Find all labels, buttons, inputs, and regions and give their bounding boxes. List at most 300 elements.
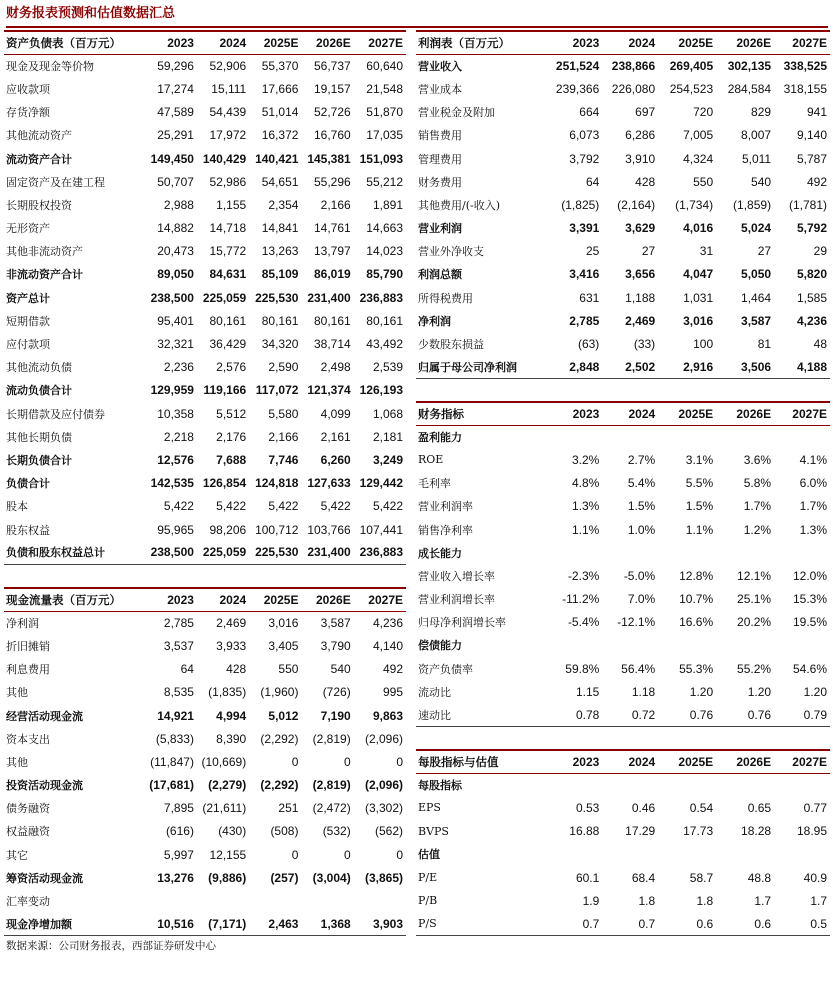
row-label: 销售净利率 (418, 523, 473, 537)
value-cell (544, 843, 602, 866)
row-label: 经营活动现金流 (6, 709, 83, 723)
value-cell: 52,906 (209, 59, 247, 74)
table-header-row (4, 588, 406, 611)
value-cell (544, 541, 602, 564)
table-row (416, 657, 830, 680)
table-row (416, 263, 830, 286)
row-label: 负债合计 (6, 477, 50, 491)
value-cell: 5,787 (796, 151, 827, 166)
table-row (416, 124, 830, 147)
value-cell: 5,422 (163, 499, 194, 514)
table-row (4, 774, 406, 797)
value-cell: 5,580 (268, 406, 299, 421)
value-cell: 225,530 (249, 541, 301, 564)
value-cell: 16.6% (679, 615, 714, 630)
value-cell: 1,368 (301, 913, 353, 936)
value-cell: 2,218 (163, 429, 194, 444)
value-cell: (1,835) (208, 685, 247, 700)
row-label: 债务融资 (6, 802, 50, 816)
row-label: 汇率变动 (6, 895, 50, 909)
value-cell (301, 889, 353, 912)
table-row (4, 866, 406, 889)
financial-indicators-grid (416, 401, 830, 727)
value-cell: 7.0% (627, 592, 656, 607)
value-cell: 5,422 (372, 499, 403, 514)
value-cell: 52,986 (209, 174, 247, 189)
row-label: 利息费用 (6, 663, 50, 677)
value-cell: -12.1% (617, 615, 656, 630)
value-cell: 17,972 (209, 128, 247, 143)
table-row (416, 101, 830, 124)
value-cell: 226,080 (611, 81, 656, 96)
value-cell: 56.4% (621, 661, 656, 676)
value-cell: 3,587 (320, 616, 351, 631)
value-cell: (33) (633, 337, 656, 352)
row-label: 流动资产合计 (6, 152, 72, 166)
row-label: 估值 (418, 848, 440, 862)
value-cell: 19.5% (792, 615, 827, 630)
value-cell: (7,171) (197, 913, 249, 936)
row-label: 现金净增加额 (4, 913, 145, 936)
row-label: 其他 (6, 686, 28, 700)
table-row (4, 750, 406, 773)
year-header: 2026E (301, 588, 353, 611)
value-cell: 0.77 (803, 800, 827, 815)
value-cell: 2,539 (372, 360, 403, 375)
value-cell: 3,656 (625, 267, 656, 282)
value-cell: 664 (579, 105, 600, 120)
value-cell: 1.18 (631, 684, 656, 699)
value-cell (658, 843, 716, 866)
table-row (4, 658, 406, 681)
value-cell: 0.7 (602, 912, 658, 935)
value-cell: 231,400 (301, 541, 353, 564)
year-header: 2026E (716, 750, 774, 773)
value-cell: 5.4% (627, 476, 656, 491)
value-cell (716, 634, 774, 657)
value-cell: 54,651 (261, 174, 299, 189)
row-label: 毛利率 (418, 477, 451, 491)
value-cell: 100 (693, 337, 714, 352)
value-cell: 3,506 (716, 356, 774, 379)
value-cell: 25.1% (737, 592, 772, 607)
table-row (416, 820, 830, 843)
value-cell: 251,524 (555, 59, 600, 74)
value-cell (716, 425, 774, 448)
value-cell: 1,585 (796, 290, 827, 305)
value-cell (197, 889, 249, 912)
value-cell: 1,155 (216, 197, 247, 212)
year-header: 2023 (145, 588, 197, 611)
row-label: 偿债能力 (418, 639, 462, 653)
row-label: 短期借款 (6, 314, 50, 328)
row-label: 应收款项 (6, 82, 50, 96)
financial-indicators-table (416, 401, 830, 727)
value-cell (658, 541, 716, 564)
row-label: 营业成本 (418, 82, 462, 96)
row-label: 营业外净收支 (418, 245, 484, 259)
value-cell: 59,296 (157, 59, 194, 74)
row-label: ROE (418, 453, 444, 467)
value-cell: 0 (344, 754, 351, 769)
year-header: 2024 (602, 402, 658, 425)
year-header: 2024 (602, 31, 658, 54)
value-cell: 129,959 (150, 383, 194, 398)
year-header: 2027E (774, 31, 830, 54)
table-row (416, 564, 830, 587)
value-cell: 1.1% (685, 522, 714, 537)
year-header: 2024 (197, 588, 249, 611)
value-cell: 16,760 (314, 128, 351, 143)
value-cell: 492 (382, 662, 403, 677)
value-cell: 5,422 (320, 499, 351, 514)
value-cell: 428 (635, 174, 656, 189)
value-cell: 3,405 (268, 638, 299, 653)
table-row (416, 518, 830, 541)
value-cell: 284,584 (727, 81, 772, 96)
row-label: 长期股权投资 (6, 198, 72, 212)
value-cell: 89,050 (157, 267, 194, 282)
value-cell: 17.29 (625, 824, 656, 839)
year-header: 2025E (658, 402, 716, 425)
value-cell: 8,007 (741, 128, 772, 143)
value-cell: 13,276 (157, 870, 194, 885)
value-cell: 100,712 (255, 522, 299, 537)
value-cell: 10.7% (679, 592, 714, 607)
value-cell: 7,895 (163, 801, 194, 816)
value-cell: 2,576 (216, 360, 247, 375)
value-cell: 12.1% (737, 568, 772, 583)
value-cell: 1.1% (571, 522, 600, 537)
value-cell: 27 (757, 244, 772, 259)
value-cell: (10,669) (201, 754, 247, 769)
table-row (416, 703, 830, 726)
value-cell (602, 773, 658, 796)
value-cell: 1.7 (754, 893, 772, 908)
value-cell: 225,059 (197, 541, 249, 564)
value-cell: 2,181 (372, 429, 403, 444)
value-cell: 1.0% (627, 522, 656, 537)
value-cell: 4,994 (216, 708, 247, 723)
table-row (416, 147, 830, 170)
value-cell: 5,512 (216, 406, 247, 421)
value-cell: 80,161 (366, 313, 403, 328)
row-label: 每股指标 (418, 779, 462, 793)
value-cell: 107,441 (359, 522, 403, 537)
value-cell: 1,068 (372, 406, 403, 421)
value-cell: 239,366 (555, 81, 600, 96)
value-cell: 60,640 (366, 59, 403, 74)
table-row (4, 124, 406, 147)
value-cell: 52,726 (314, 105, 351, 120)
year-header: 2026E (716, 31, 774, 54)
value-cell: 3,910 (625, 151, 656, 166)
value-cell: 126,854 (202, 476, 247, 491)
table-row (4, 240, 406, 263)
value-cell: 1,031 (683, 290, 714, 305)
value-cell: 3,790 (320, 638, 351, 653)
year-header: 2023 (544, 31, 602, 54)
value-cell: 84,631 (209, 267, 247, 282)
value-cell: 14,761 (314, 221, 351, 236)
value-cell: 48 (813, 337, 827, 352)
value-cell: 0.6 (658, 912, 716, 935)
value-cell: 18.28 (741, 824, 772, 839)
value-cell: 231,400 (307, 290, 351, 305)
row-label: P/B (418, 894, 438, 908)
value-cell: 2,469 (625, 313, 656, 328)
value-cell: 55,370 (261, 59, 299, 74)
value-cell: 2,590 (268, 360, 299, 375)
year-header: 2023 (145, 31, 197, 54)
value-cell: 55.3% (679, 661, 714, 676)
value-cell: 0 (396, 754, 403, 769)
value-cell: 13,263 (261, 244, 299, 259)
row-label: 营业收入 (418, 60, 462, 74)
value-cell: 4,099 (320, 406, 351, 421)
value-cell: (2,292) (260, 731, 299, 746)
row-label: 其他流动资产 (6, 129, 72, 143)
value-cell: 3,016 (683, 313, 714, 328)
value-cell: 550 (278, 662, 299, 677)
value-cell: 631 (579, 290, 600, 305)
value-cell: 121,374 (307, 383, 351, 398)
value-cell: (1,781) (788, 197, 827, 212)
value-cell: 95,401 (157, 313, 194, 328)
row-label: 流动负债合计 (6, 384, 72, 398)
value-cell (249, 889, 301, 912)
table-row (4, 77, 406, 100)
value-cell (658, 634, 716, 657)
value-cell: 238,500 (150, 290, 194, 305)
value-cell: 40.9 (803, 870, 827, 885)
value-cell: 151,093 (359, 151, 403, 166)
table-header-row (416, 31, 830, 54)
value-cell: (2,292) (260, 778, 299, 793)
value-cell: 18.95 (796, 824, 827, 839)
section-header-row (416, 541, 830, 564)
table-row (416, 77, 830, 100)
table-row (4, 889, 406, 912)
table-header-title: 资产负债表（百万元） (4, 31, 145, 54)
year-header: 2024 (197, 31, 249, 54)
value-cell: 25,291 (157, 128, 194, 143)
year-header: 2026E (716, 402, 774, 425)
table-row (4, 332, 406, 355)
value-cell: (1,734) (675, 197, 714, 212)
table-row (416, 611, 830, 634)
value-cell: 55,212 (366, 174, 403, 189)
row-label: 其他费用/(-收入) (418, 198, 501, 212)
value-cell: 3,903 (354, 913, 406, 936)
value-cell: 14,921 (157, 708, 194, 723)
table-row (4, 611, 406, 634)
row-label: 权益融资 (6, 825, 50, 839)
row-label: 资本支出 (6, 732, 50, 746)
value-cell: 119,166 (203, 383, 247, 398)
section-header-row (416, 634, 830, 657)
value-cell: 14,841 (261, 221, 299, 236)
table-row (4, 727, 406, 750)
value-cell: 80,161 (314, 313, 351, 328)
value-cell: 14,882 (157, 221, 194, 236)
value-cell: 1.20 (747, 684, 772, 699)
value-cell: 48.8 (747, 870, 772, 885)
value-cell (544, 634, 602, 657)
value-cell: 5,997 (163, 847, 194, 862)
row-label: 所得税费用 (418, 291, 473, 305)
value-cell: 64 (180, 662, 194, 677)
value-cell: 2,354 (268, 197, 299, 212)
table-row (4, 286, 406, 309)
value-cell: 338,525 (783, 59, 827, 74)
value-cell: 225,059 (202, 290, 247, 305)
value-cell: 43,492 (366, 337, 403, 352)
value-cell: 12.0% (792, 568, 827, 583)
value-cell: 25 (585, 244, 600, 259)
value-cell: 238,866 (611, 59, 656, 74)
value-cell: 236,883 (359, 290, 403, 305)
table-row (416, 889, 830, 912)
value-cell: 225,530 (255, 290, 299, 305)
value-cell: 6.0% (799, 476, 827, 491)
value-cell: 4,188 (774, 356, 830, 379)
value-cell: (3,302) (364, 801, 403, 816)
value-cell: 1.2% (743, 522, 772, 537)
row-label: 其它 (6, 848, 28, 862)
table-row (4, 217, 406, 240)
value-cell: 145,381 (307, 151, 351, 166)
value-cell (716, 773, 774, 796)
row-label: 资产总计 (6, 291, 50, 305)
value-cell: 124,818 (255, 476, 299, 491)
table-row (416, 796, 830, 819)
value-cell: 318,155 (783, 81, 827, 96)
value-cell: 1.20 (803, 684, 827, 699)
year-header: 2027E (774, 750, 830, 773)
value-cell: 3.6% (743, 452, 772, 467)
row-label: 折旧摊销 (6, 639, 50, 653)
table-header-row (4, 31, 406, 54)
value-cell: 10,358 (157, 406, 194, 421)
row-label: 营业税金及附加 (418, 106, 495, 120)
value-cell: 54,439 (209, 105, 247, 120)
value-cell: 27 (641, 244, 656, 259)
table-row (4, 309, 406, 332)
value-cell: 21,548 (366, 81, 403, 96)
value-cell: 36,429 (209, 337, 247, 352)
value-cell: 15,111 (211, 81, 247, 96)
row-label: 速动比 (416, 703, 544, 726)
value-cell: 17.73 (683, 824, 714, 839)
value-cell: 58.7 (689, 870, 714, 885)
table-row (416, 588, 830, 611)
value-cell: 14,718 (209, 221, 247, 236)
table-header-title: 财务指标 (416, 402, 544, 425)
value-cell: 8,390 (216, 731, 247, 746)
value-cell: 16,372 (261, 128, 299, 143)
value-cell (774, 773, 830, 796)
value-cell: 98,206 (209, 522, 247, 537)
value-cell: 3,933 (216, 638, 247, 653)
row-label: 财务费用 (418, 175, 462, 189)
value-cell: 85,109 (261, 267, 299, 282)
value-cell: 17,035 (366, 128, 403, 143)
value-cell (716, 541, 774, 564)
table-row (4, 541, 406, 564)
value-cell: 5.8% (743, 476, 772, 491)
year-header: 2025E (249, 31, 301, 54)
value-cell: -11.2% (562, 592, 600, 607)
value-cell: 9,140 (796, 128, 827, 143)
value-cell: 2,166 (320, 197, 351, 212)
value-cell: 117,072 (255, 383, 299, 398)
row-label: 其他 (6, 755, 28, 769)
value-cell: 2.7% (627, 452, 656, 467)
row-label: 销售费用 (418, 129, 462, 143)
row-label: 固定资产及在建工程 (6, 175, 105, 189)
year-header: 2027E (354, 31, 406, 54)
value-cell: 59.8% (565, 661, 600, 676)
table-row (4, 518, 406, 541)
value-cell: (21,611) (202, 801, 247, 816)
value-cell (658, 773, 716, 796)
value-cell: 6,286 (625, 128, 656, 143)
row-label: 投资活动现金流 (6, 779, 83, 793)
value-cell: 3.2% (571, 452, 600, 467)
value-cell: 12,576 (157, 452, 194, 467)
row-label: 利润总额 (418, 268, 462, 282)
value-cell (145, 889, 197, 912)
value-cell: 17,666 (261, 81, 299, 96)
value-cell: 2,161 (320, 429, 351, 444)
income-statement-grid (416, 30, 830, 379)
value-cell: (726) (322, 685, 351, 700)
value-cell: 1.7% (743, 499, 772, 514)
value-cell: 3.1% (685, 452, 714, 467)
value-cell: 140,421 (255, 151, 299, 166)
value-cell: 1.7% (799, 499, 827, 514)
table-row (4, 797, 406, 820)
value-cell: 995 (382, 685, 403, 700)
value-cell: 0.5 (774, 912, 830, 935)
year-header: 2026E (301, 31, 353, 54)
value-cell: 1.8 (638, 893, 656, 908)
income-statement-table (416, 30, 830, 379)
table-row (4, 425, 406, 448)
value-cell: (3,865) (364, 870, 403, 885)
value-cell: 0 (396, 847, 403, 862)
value-cell: 14,663 (366, 221, 403, 236)
value-cell: (1,825) (561, 197, 600, 212)
cash-flow-grid (4, 587, 406, 936)
value-cell: 32,321 (157, 337, 194, 352)
value-cell: (2,279) (208, 778, 247, 793)
year-header: 2025E (249, 588, 301, 611)
value-cell: 54.6% (792, 661, 827, 676)
value-cell: 129,442 (359, 476, 403, 491)
table-header-row (416, 402, 830, 425)
value-cell: 19,157 (314, 81, 351, 96)
value-cell: 34,320 (261, 337, 299, 352)
value-cell: (9,886) (208, 870, 247, 885)
value-cell: 80,161 (261, 313, 299, 328)
value-cell: 0.72 (602, 703, 658, 726)
value-cell: 64 (585, 174, 600, 189)
value-cell: (2,819) (312, 778, 351, 793)
value-cell: 2,916 (658, 356, 716, 379)
value-cell: 2,785 (163, 616, 194, 631)
